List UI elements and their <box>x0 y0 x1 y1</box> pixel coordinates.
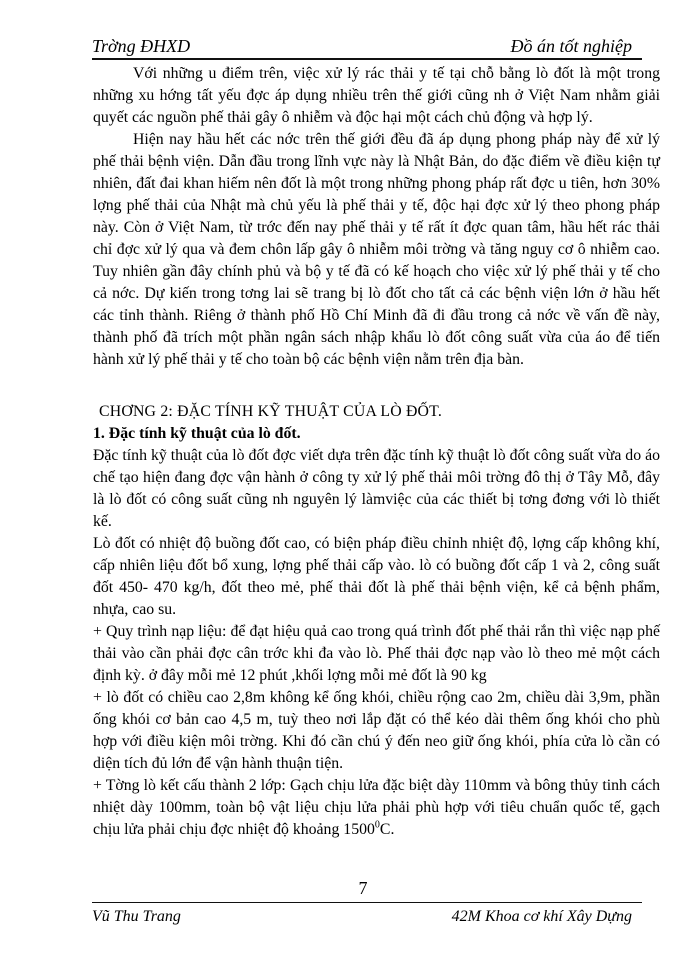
blank-space <box>93 371 660 393</box>
paragraph-dimensions: + lò đốt có chiều cao 2,8m không kể ống khói, chiều rộng cao 2m, chiều dài 3,9m, phần ống khói cơ bản cao 4,5 m, tuỳ theo nơi lắp đặt có thể kéo dài thêm ống khói cho phù hợp với điều kiện môi trờng. Khi đó cần chú ý đến neo giữ ống khói, phía cửa lò cần có diện tích đủ lớn để vận hành thuận tiện. <box>93 689 660 772</box>
footer-class: 42M Khoa cơ khí Xây Dựng <box>451 908 632 925</box>
paragraph-world-practice: Hiện nay hầu hết các nớc trên thế giới đều đã áp dụng phong pháp này để xử lý phế thải bệnh viện. Dẫn đầu trong lĩnh vực này là Nhật Bản, do đặc điểm về điều kiện tự nhiên, đất đai khan hiếm nên đốt là một trong những phong pháp rất đợc u tiên, hơn 30% lợng phế thải của Nhật mà chủ yếu là phế thải y tế, độc hại đợc xử lý theo phong pháp này. Còn ở Việt Nam, từ trớc đến nay phế thải y tế rất ít đợc quan tâm, hầu hết rác thải chỉ đợc xử lý qua và đem chôn lấp gây ô nhiễm môi trờng và tăng nguy cơ ô nhiễm cao. Tuy nhiên gần đây chính phủ và bộ y tế đã có kế hoạch cho việc xử lý phế thải y tế cho cả nớc. Dự kiến trong tơng lai sẽ trang bị lò đốt cho tất cả các bệnh viện lớn ở hầu hết các tỉnh thành. Riêng ở thành phố Hồ Chí Minh đã đi đầu trong cả nớc về vấn đề này, thành phố đã trích một phần ngân sách nhập khẩu lò đốt công suất vừa của áo để tiến hành xử lý phế thải y tế cho toàn bộ các bệnh viện nằm trên địa bàn. <box>93 131 660 368</box>
header-rule <box>92 58 642 60</box>
page-header <box>92 36 632 60</box>
paragraph-feeding-process: + Quy trình nạp liệu: để đạt hiệu quả cao trong quá trình đốt phế thải rắn thì việc nạp phế thải vào cần phải đợc cân trớc khi đa vào lò. Phế thải đợc nạp vào lò theo mẻ một cách định kỳ. ở đây mỗi mẻ 12 phút ,khối lợng mỗi mẻ đốt là 90 kg <box>93 623 660 684</box>
temperature-superscript: 0 <box>374 819 380 831</box>
footer-rule <box>92 902 642 903</box>
paragraph-furnace-features: Lò đốt có nhiệt độ buồng đốt cao, có biện pháp điều chỉnh nhiệt độ, lợng cấp không khí, cấp nhiên liệu đốt bổ xung, lợng phế thải cấp vào. lò có buồng đốt cấp 1 và 2, công suất đốt 450- 470 kg/h, đốt theo mẻ, phế thải đốt là phế thải bệnh viện, kể cả bệnh phẩm, nhựa, cao su. <box>93 535 660 618</box>
chapter-heading: CHƠNG 2: ĐẶC TÍNH KỸ THUẬT CỦA LÒ ĐỐT. <box>99 403 442 420</box>
paragraph-wall-structure <box>93 775 660 841</box>
paragraph-technical-basis: Đặc tính kỹ thuật của lò đốt đợc viết dựa trên đặc tính kỹ thuật lò đốt công suất vừa do áo chế tạo hiện đang đợc vận hành ở công ty xử lý phế thải môi trờng đô thị ở Tây Mỗ, đây là lò đốt có công suất cũng nh nguyên lý làmviệc của các thiết bị tơng đơng với lò thiết kế. <box>93 447 660 530</box>
main-content <box>93 63 660 841</box>
page-footer <box>92 907 632 929</box>
footer-author: Vũ Thu Trang <box>92 908 181 925</box>
temperature-unit: C. <box>379 821 395 838</box>
section-heading: 1. Đặc tính kỹ thuật của lò đốt. <box>93 425 301 442</box>
wall-structure-text: + Tờng lò kết cấu thành 2 lớp: Gạch chịu lửa đặc biệt dày 110mm và bông thủy tinh cách nhiệt dày 100mm, toàn bộ vật liệu chịu lửa phải phù hợp với tiêu chuẩn quốc tế, gạch chịu lửa phải chịu đợc nhiệt độ khoảng 1500 <box>93 777 660 838</box>
paragraph-advantages: Với những u điểm trên, việc xử lý rác thải y tế tại chỗ bằng lò đốt là một trong những xu hớng tất yếu đợc áp dụng nhiều trên thế giới cũng nh ở Việt Nam nhằm giải quyết các nguồn phế thải gây ô nhiễm và độc hại một cách chủ động và hợp lý. <box>93 65 660 126</box>
page-number: 7 <box>358 878 368 898</box>
header-title: Đồ án tốt nghiệp <box>510 36 632 56</box>
header-school: Trờng ĐHXD <box>92 36 191 56</box>
